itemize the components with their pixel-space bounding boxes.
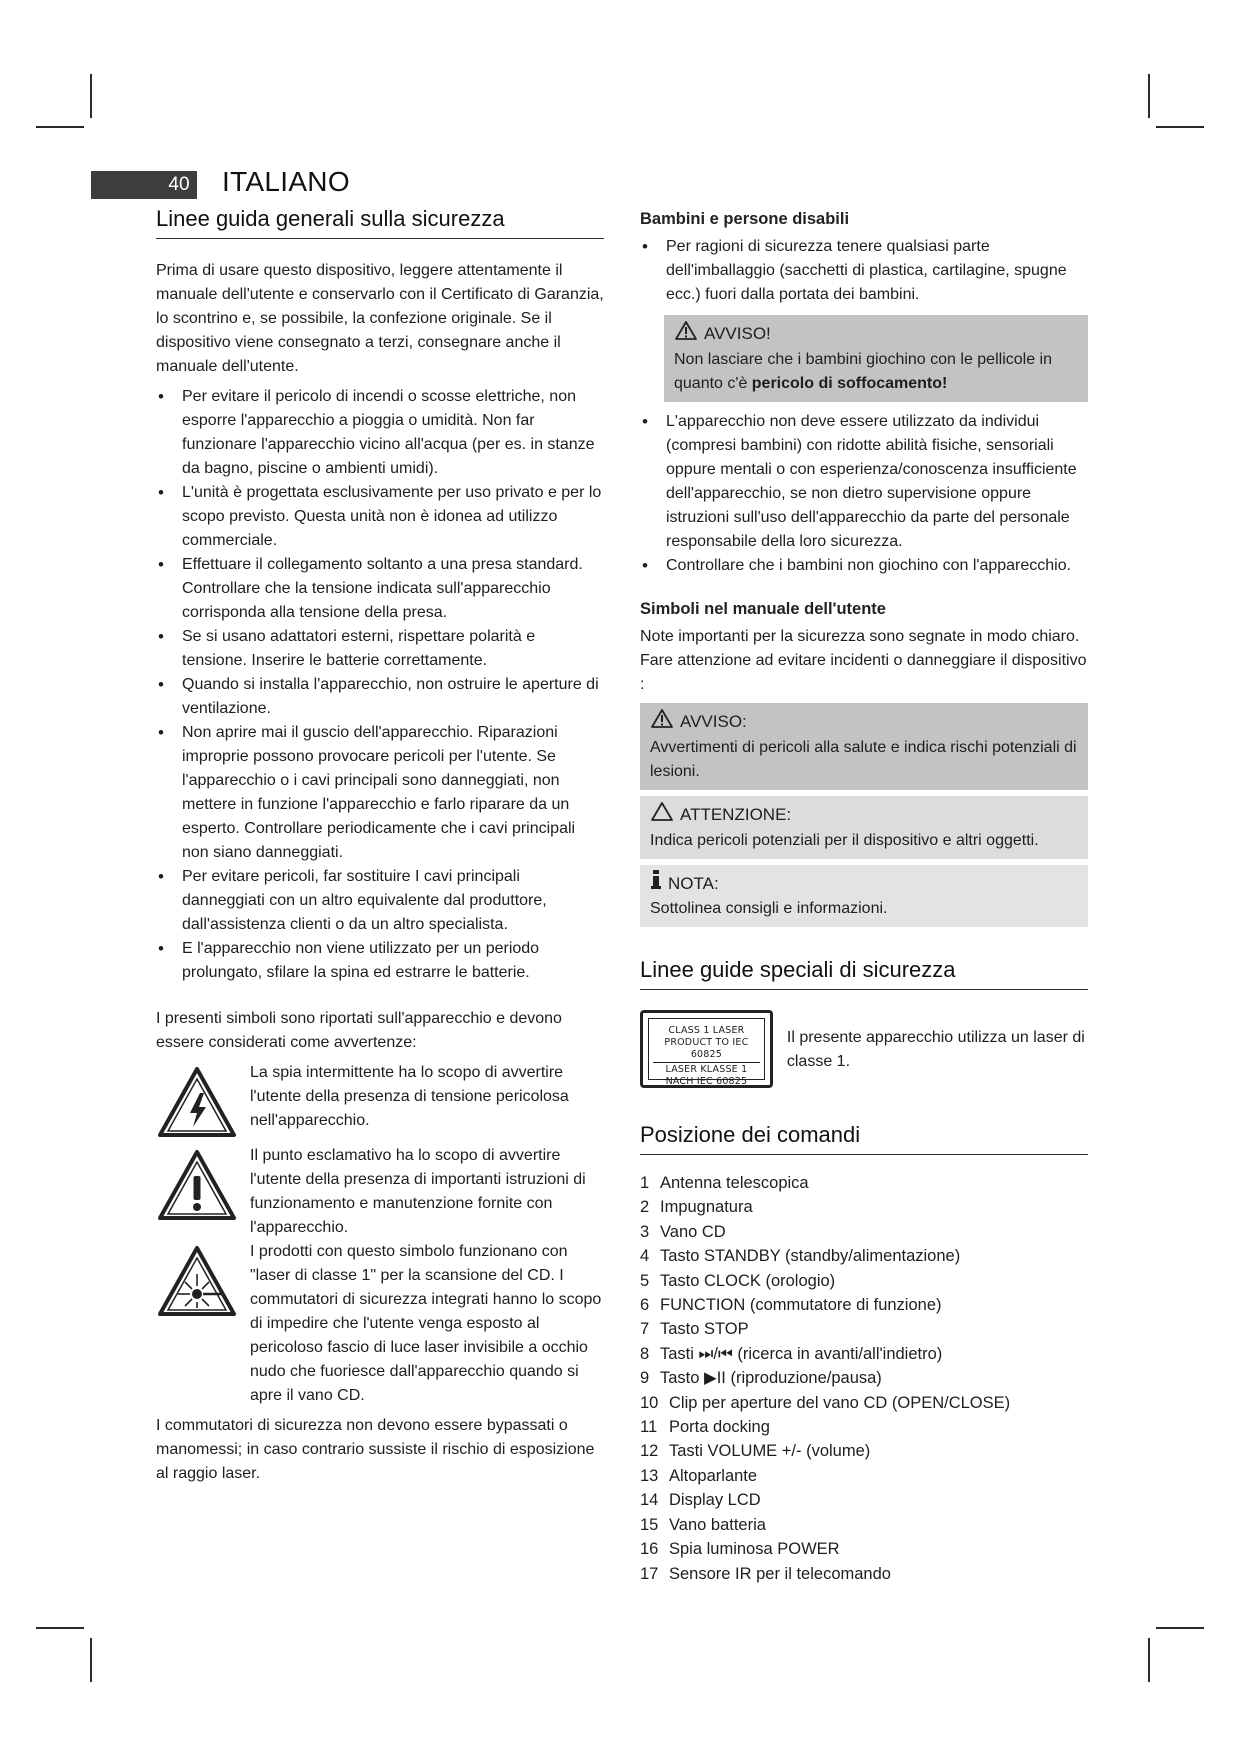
notice-box-attenzione	[640, 796, 1088, 859]
list-item: • Per evitare pericoli, far sostituire I cavi principali danneggiati con un altro equivalente dal produttore, dall'assistenza clienti o da un altro specialista.	[156, 865, 604, 937]
list-item: • Controllare che i bambini non giochino con l'apparecchio.	[640, 554, 1088, 578]
list-item: 16 Spia luminosa POWER	[640, 1540, 840, 1559]
caution-triangle-icon	[650, 801, 674, 829]
crop-mark	[90, 1638, 92, 1682]
list-item: • E l'apparecchio non viene utilizzato per un periodo prolungato, sfilare la spina ed estrarre le batterie.	[156, 937, 604, 985]
laser-class-label	[640, 1010, 773, 1088]
intro-paragraph: Prima di usare questo dispositivo, leggere attentamente il manuale dell'utente e conservarlo con il Certificato di Garanzia, lo scontrino e, se possibile, la confezione originale. Se il dispositivo viene consegnato a terzi, consegnare anche il manuale dell'utente.	[156, 262, 604, 375]
crop-mark	[36, 1627, 84, 1629]
crop-mark	[1156, 1627, 1204, 1629]
list-item: 8 Tasti ⏭/⏮ (ricerca in avanti/all'indietro)	[640, 1344, 943, 1363]
list-item: • Quando si installa l'apparecchio, non ostruire le aperture di ventilazione.	[156, 673, 604, 721]
controls-title: Posizione dei comandi	[640, 1122, 1088, 1155]
laser-label-line: PRODUCT TO IEC 60825	[664, 1037, 749, 1060]
list-item: • Per evitare il pericolo di incendi o scosse elettriche, non esporre l'apparecchio a pioggia o umidità. Non far funzionare l'apparecchio vicino all'acqua (per es. in stanze da bagno, piscine o ambienti umidi).	[156, 385, 604, 481]
lightning-warning-icon	[156, 1061, 238, 1144]
notice-box-avviso	[640, 703, 1088, 790]
controls-list	[640, 1171, 1088, 1586]
symbol-description: I prodotti con questo simbolo funzionano con "laser di classe 1" per la scansione del CD. I commutatori di sicurezza integrati hanno lo scopo di impedire che l'utente venga esposto al pericoloso fascio di luce laser invisibile a occhio nudo che fuoriesce dall'apparecchio quando si apre il vano CD.	[250, 1243, 602, 1404]
general-safety-title: Linee guida generali sulla sicurezza	[156, 206, 604, 239]
laser-class-row	[640, 1010, 1088, 1088]
language-heading: ITALIANO	[222, 166, 350, 197]
list-item: 6 FUNCTION (commutatore di funzione)	[640, 1296, 942, 1315]
crop-mark	[36, 126, 84, 128]
symbols-intro: I presenti simboli sono riportati sull'apparecchio e devono essere considerati come avvertenze:	[156, 1010, 562, 1051]
info-icon	[650, 870, 662, 897]
symbol-row	[156, 1061, 604, 1144]
warning-box-title: AVVISO!	[674, 320, 1078, 348]
list-item: 5 Tasto CLOCK (orologio)	[640, 1271, 836, 1290]
symbol-row	[156, 1240, 604, 1408]
list-item: 9 Tasto ▶II (riproduzione/pausa)	[640, 1369, 882, 1388]
exclamation-warning-icon	[156, 1144, 238, 1240]
list-item: 10 Clip per aperture del vano CD (OPEN/CLOSE)	[640, 1393, 1011, 1412]
special-safety-title: Linee guide speciali di sicurezza	[640, 957, 1088, 990]
crop-mark	[1156, 126, 1204, 128]
laser-label-line: LASER KLASSE 1	[665, 1064, 748, 1075]
notice-box-text: Avvertimenti di pericoli alla salute e indica rischi potenziali di lesioni.	[650, 739, 1077, 780]
notice-box-text: Indica pericoli potenziali per il dispositivo e altri oggetti.	[650, 832, 1039, 849]
notice-box-title: NOTA:	[668, 873, 719, 893]
list-item: • Effettuare il collegamento soltanto a una presa standard. Controllare che la tensione indicata sull'apparecchio corrisponda alla tensione della presa.	[156, 553, 604, 625]
laser-label-line: CLASS 1 LASER	[668, 1025, 745, 1036]
list-item: • Se si usano adattatori esterni, rispettare polarità e tensione. Inserire le batterie correttamente.	[156, 625, 604, 673]
warning-triangle-icon	[674, 320, 698, 348]
children-bullet-list	[640, 235, 1088, 307]
list-item: 1 Antenna telescopica	[640, 1174, 809, 1192]
symbol-description: Il punto esclamativo ha lo scopo di avvertire l'utente della presenza di importanti istruzioni di funzionamento e manutenzione fornite con l'apparecchio.	[250, 1147, 586, 1236]
laser-label-line: NACH IEC 60825	[665, 1076, 748, 1087]
warning-box-text: Non lasciare che i bambini giochino con le pellicole in quanto c'è pericolo di soffocamento!	[674, 351, 1052, 392]
manual-symbols-title: Simboli nel manuale dell'utente	[640, 600, 886, 618]
notice-box-title: ATTENZIONE:	[680, 805, 792, 824]
crop-mark	[1148, 1638, 1150, 1682]
children-bullet-list-2	[640, 410, 1088, 578]
laser-class-text: Il presente apparecchio utilizza un laser di classe 1.	[786, 1029, 1085, 1070]
crop-mark	[1148, 74, 1150, 118]
list-item: • Per ragioni di sicurezza tenere qualsiasi parte dell'imballaggio (sacchetti di plastica, cartilagine, spugne ecc.) fuori dalla portata dei bambini.	[640, 235, 1088, 307]
list-item: 2 Impugnatura	[640, 1198, 753, 1217]
right-column	[640, 210, 1088, 1586]
page-number: 40	[168, 174, 190, 195]
warning-box	[664, 315, 1088, 402]
notice-box-text: Sottolinea consigli e informazioni.	[650, 900, 888, 917]
safety-bullet-list	[156, 385, 604, 985]
warning-triangle-icon	[650, 708, 674, 736]
list-item: 11 Porta docking	[640, 1418, 770, 1437]
list-item: 15 Vano batteria	[640, 1515, 766, 1534]
laser-warning-icon	[156, 1240, 238, 1408]
closing-paragraph: I commutatori di sicurezza non devono essere bypassati o manomessi; in caso contrario sussiste il rischio di esposizione al raggio laser.	[156, 1417, 595, 1482]
list-item: 7 Tasto STOP	[640, 1320, 749, 1339]
list-item: 14 Display LCD	[640, 1491, 761, 1510]
list-item: • L'apparecchio non deve essere utilizzato da individui (compresi bambini) con ridotte abilità fisiche, sensoriali oppure mentali o con esperienza/conoscenza insufficiente dell'apparecchio, se non dietro supervisione oppure istruzioni sull'uso dell'apparecchio da parte del personale responsabile della loro sicurezza.	[640, 410, 1088, 554]
list-item: • Non aprire mai il guscio dell'apparecchio. Riparazioni improprie possono provocare pericoli per l'utente. Se l'apparecchio o i cavi principali sono danneggiati, non mettere in funzione l'apparecchio e farlo riparare da un esperto. Controllare periodicamente che i cavi principali non siano danneggiati.	[156, 721, 604, 865]
list-item: 17 Sensore IR per il telecomando	[640, 1564, 891, 1583]
notice-box-nota	[640, 865, 1088, 927]
symbol-row	[156, 1144, 604, 1240]
left-column	[156, 206, 604, 1486]
list-item: 4 Tasto STANDBY (standby/alimentazione)	[640, 1247, 961, 1266]
children-title: Bambini e persone disabili	[640, 210, 850, 228]
list-item: 12 Tasti VOLUME +/- (volume)	[640, 1442, 871, 1461]
notice-box-title: AVVISO:	[680, 712, 747, 731]
symbol-description: La spia intermittente ha lo scopo di avvertire l'utente della presenza di tensione pericolosa nell'apparecchio.	[250, 1064, 569, 1129]
list-item: 3 Vano CD	[640, 1222, 726, 1241]
crop-mark	[90, 74, 92, 118]
list-item: 13 Altoparlante	[640, 1466, 758, 1485]
list-item: • L'unità è progettata esclusivamente per uso privato e per lo scopo previsto. Questa unità non è idonea ad utilizzo commerciale.	[156, 481, 604, 553]
manual-symbols-intro: Note importanti per la sicurezza sono segnate in modo chiaro. Fare attenzione ad evitare incidenti o danneggiare il dispositivo :	[640, 628, 1087, 693]
